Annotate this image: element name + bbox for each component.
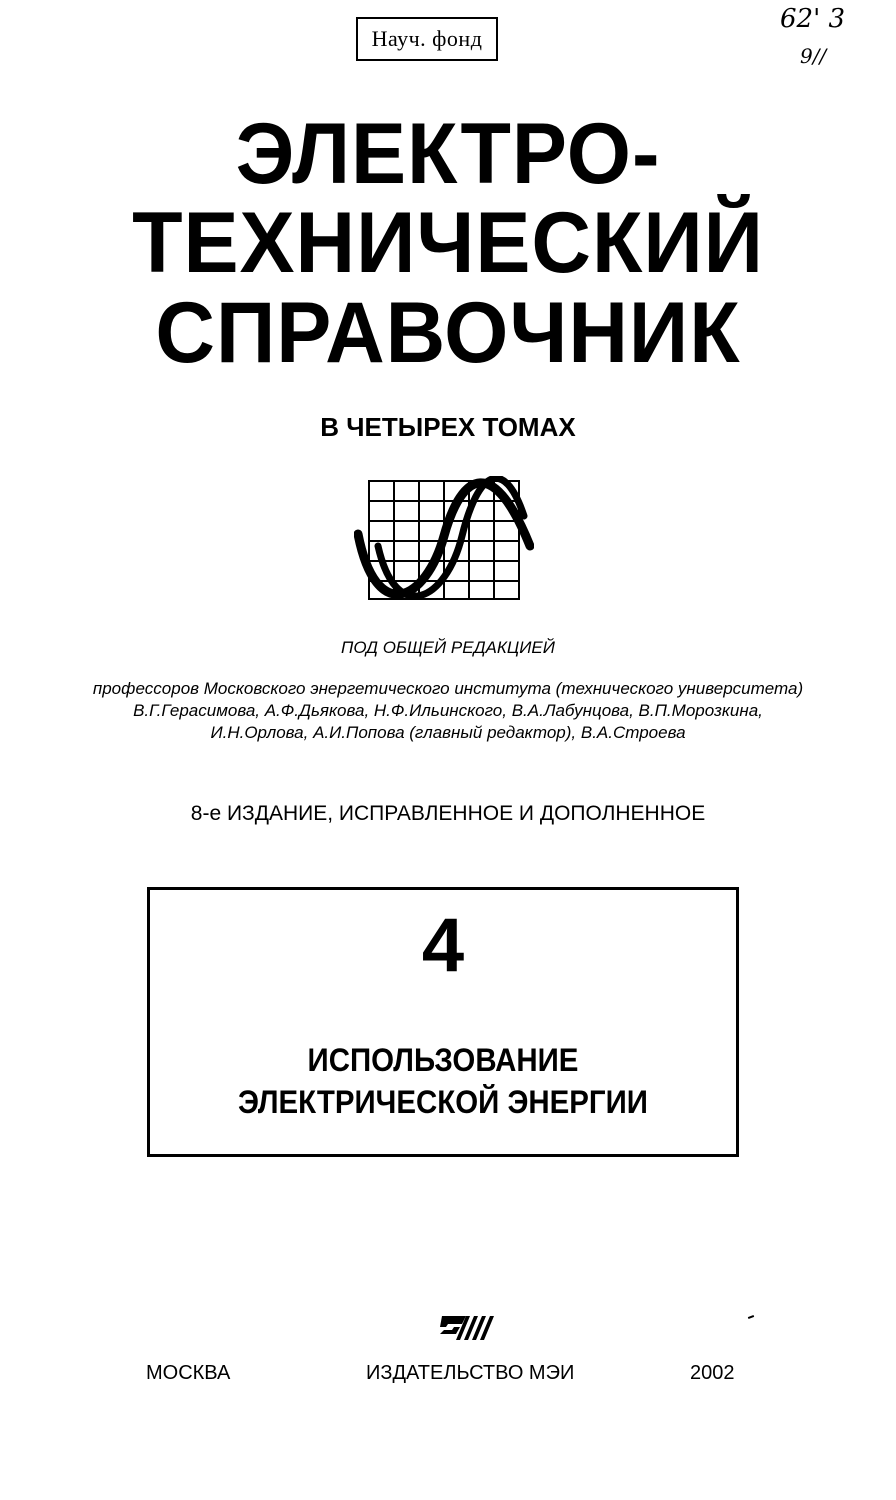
handwritten-note-2: 9// xyxy=(800,44,827,68)
title-line-1: ЭЛЕКТРО- xyxy=(235,106,661,202)
editors-line-1: профессоров Московского энергетического института (технического университета) xyxy=(92,679,804,698)
handwritten-note-1: 62' 3 xyxy=(780,4,846,34)
editors-line-3: И.Н.Орлова, А.И.Попова (главный редактор), В.А.Строева xyxy=(210,723,686,742)
volume-number: 4 xyxy=(421,903,465,988)
editorial-label: ПОД ОБЩЕЙ РЕДАКЦИЕЙ xyxy=(341,638,555,657)
editors-line-2: В.Г.Герасимова, А.Ф.Дьякова, Н.Ф.Ильинского, В.А.Лабунцова, В.П.Морозкина, xyxy=(133,701,763,720)
title-line-3: СПРАВОЧНИК xyxy=(155,285,741,381)
mei-publisher-logo-icon xyxy=(436,1312,502,1342)
volume-title-line-2: ЭЛЕКТРИЧЕСКОЙ ЭНЕРГИИ xyxy=(238,1084,648,1120)
footer-year: 2002 xyxy=(690,1362,735,1384)
volume-title-line-1: ИСПОЛЬЗОВАНИЕ xyxy=(307,1042,579,1078)
sine-wave-grid-icon xyxy=(354,476,534,604)
scan-speck xyxy=(748,1315,754,1319)
edition-info: 8-е ИЗДАНИЕ, ИСПРАВЛЕННОЕ И ДОПОЛНЕННОЕ xyxy=(190,802,706,825)
footer-city: МОСКВА xyxy=(146,1362,231,1384)
footer-publisher: ИЗДАТЕЛЬСТВО МЭИ xyxy=(366,1362,575,1384)
volume-box xyxy=(147,887,739,1157)
subtitle: В ЧЕТЫРЕХ ТОМАХ xyxy=(320,412,576,442)
editors-block xyxy=(0,678,896,744)
title-line-2: ТЕХНИЧЕСКИЙ xyxy=(132,195,764,291)
library-stamp: Науч. фонд xyxy=(356,17,498,61)
